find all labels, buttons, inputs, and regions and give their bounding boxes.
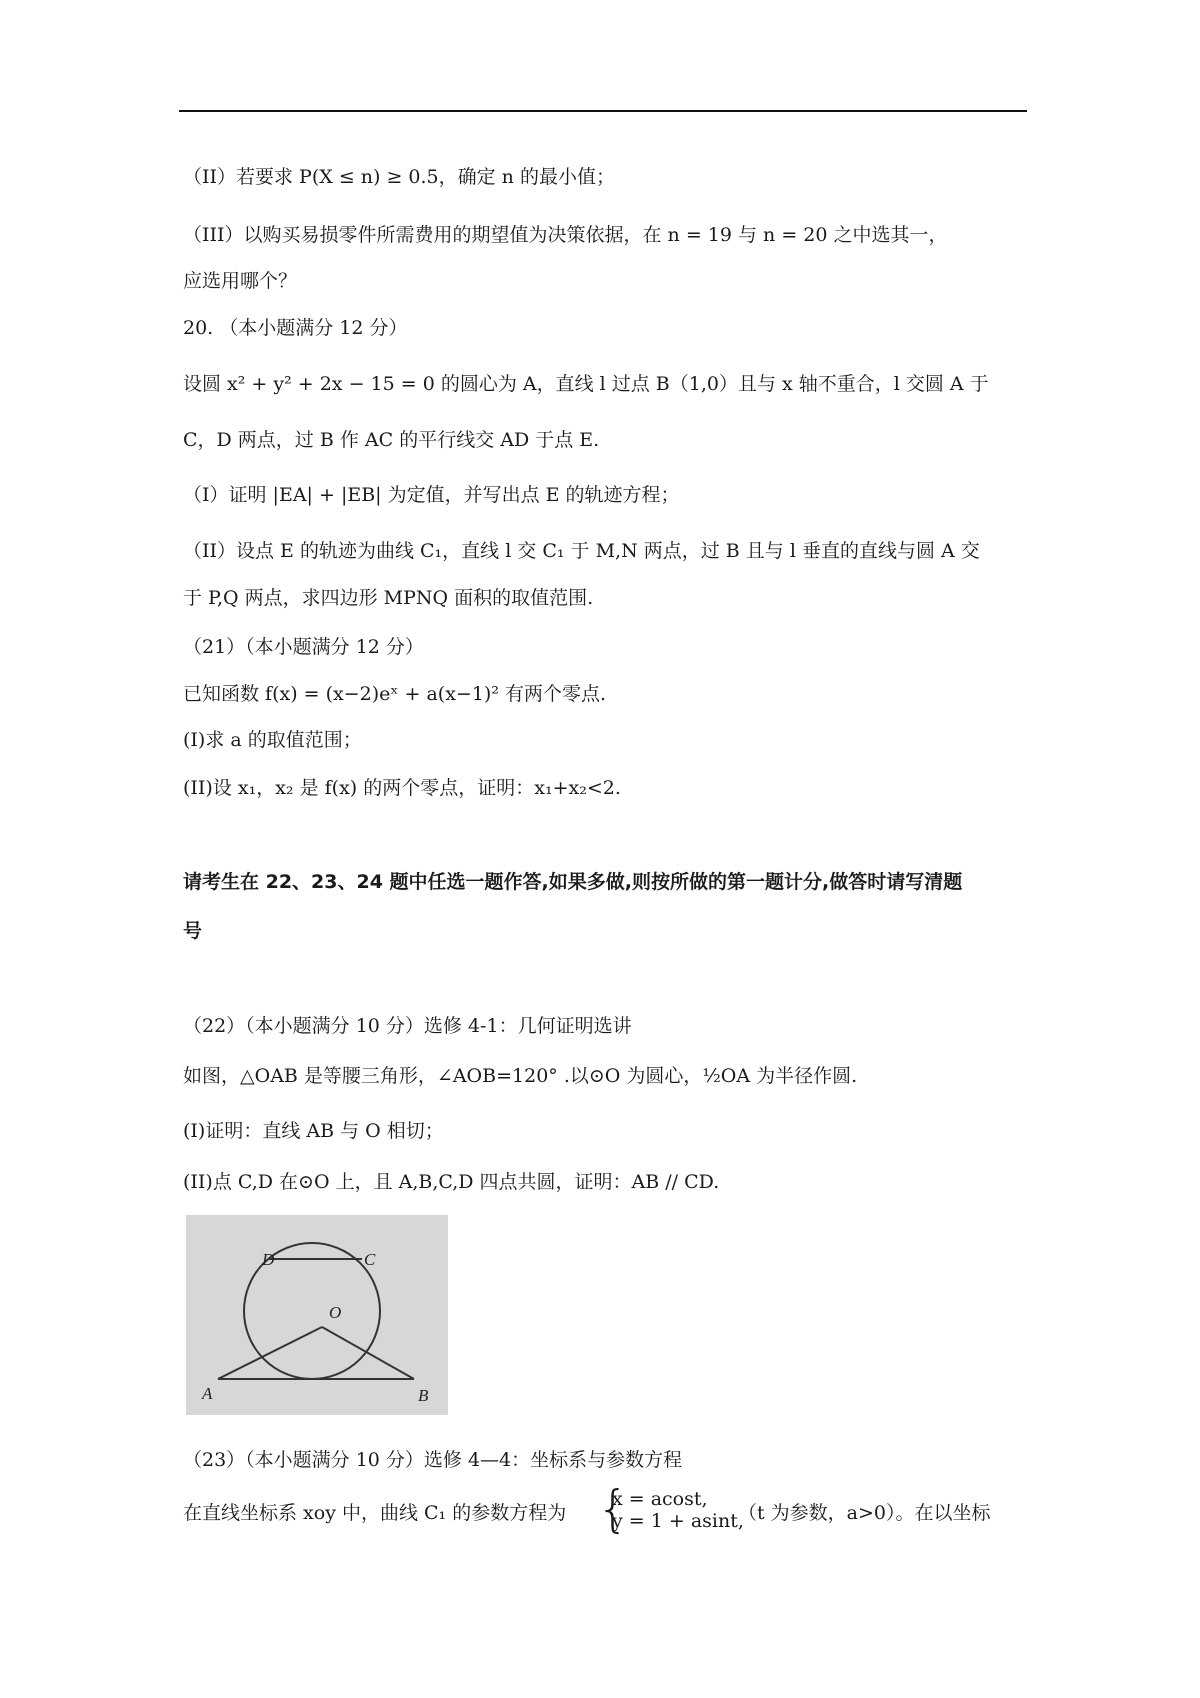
label-a: A bbox=[202, 1384, 213, 1403]
geometry-figure bbox=[186, 1215, 448, 1415]
q19-part-iii-line1: （III）以购买易损零件所需费用的期望值为决策依据，在 n = 19 与 n = 20 之中选其一， bbox=[183, 224, 948, 246]
q20-part-i: （I）证明 |EA| + |EB| 为定值，并写出点 E 的轨迹方程； bbox=[183, 484, 680, 506]
segment-ob bbox=[322, 1327, 414, 1379]
q22-heading: （22）（本小题满分 10 分）选修 4-1：几何证明选讲 bbox=[183, 1015, 632, 1037]
label-d: D bbox=[262, 1250, 275, 1269]
q22-part-i: (I)证明：直线 AB 与 O 相切； bbox=[183, 1120, 444, 1142]
q23-heading: （23）（本小题满分 10 分）选修 4—4：坐标系与参数方程 bbox=[183, 1449, 683, 1471]
q22-part-ii: (II)点 C,D 在⊙O 上，且 A,B,C,D 四点共圆，证明：AB // CD. bbox=[183, 1171, 720, 1193]
param-eq-y: y = 1 + asint, bbox=[612, 1510, 744, 1532]
q20-heading: 20. （本小题满分 12 分） bbox=[183, 317, 408, 339]
label-c: C bbox=[364, 1250, 376, 1269]
parametric-equations bbox=[612, 1488, 744, 1532]
q20-body-line1: 设圆 x² + y² + 2x − 15 = 0 的圆心为 A，直线 l 过点 B（1,0）且与 x 轴不重合，l 交圆 A 于 bbox=[183, 373, 989, 395]
q21-heading: （21）（本小题满分 12 分） bbox=[183, 636, 424, 658]
param-eq-x: x = acost, bbox=[612, 1488, 708, 1510]
q20-body-line2: C，D 两点，过 B 作 AC 的平行线交 AD 于点 E. bbox=[183, 429, 600, 451]
label-b: B bbox=[418, 1386, 429, 1405]
q21-part-ii: (II)设 x₁，x₂ 是 f(x) 的两个零点，证明：x₁+x₂<2. bbox=[183, 777, 621, 799]
q23-body-suffix: （t 为参数，a>0）。在以坐标 bbox=[738, 1502, 991, 1524]
q19-part-ii: （II）若要求 P(X ≤ n) ≥ 0.5，确定 n 的最小值； bbox=[183, 166, 615, 188]
segment-ao bbox=[218, 1327, 322, 1379]
q20-part-ii-line2: 于 P,Q 两点，求四边形 MPNQ 面积的取值范围. bbox=[183, 587, 594, 609]
q20-part-ii-line1: （II）设点 E 的轨迹为曲线 C₁，直线 l 交 C₁ 于 M,N 两点，过 B 且与 l 垂直的直线与圆 A 交 bbox=[183, 540, 980, 562]
label-o: O bbox=[329, 1303, 342, 1322]
q19-part-iii-line2: 应选用哪个？ bbox=[183, 270, 298, 292]
choice-notice-line1: 请考生在 22、23、24 题中任选一题作答,如果多做,则按所做的第一题计分,做答时请写清题 bbox=[183, 871, 963, 893]
choice-notice-line2: 号 bbox=[183, 920, 203, 942]
left-brace-icon: { bbox=[597, 1480, 629, 1538]
header-rule bbox=[179, 110, 1027, 112]
q22-body: 如图，△OAB 是等腰三角形，∠AOB=120° .以⊙O 为圆心，½OA 为半径作圆. bbox=[183, 1065, 858, 1087]
q23-body-prefix: 在直线坐标系 xoy 中，曲线 C₁ 的参数方程为 bbox=[183, 1502, 567, 1524]
geometry-diagram bbox=[186, 1215, 448, 1415]
q21-part-i: (I)求 a 的取值范围； bbox=[183, 729, 362, 751]
q21-body: 已知函数 f(x) = (x−2)eˣ + a(x−1)² 有两个零点. bbox=[183, 683, 607, 705]
